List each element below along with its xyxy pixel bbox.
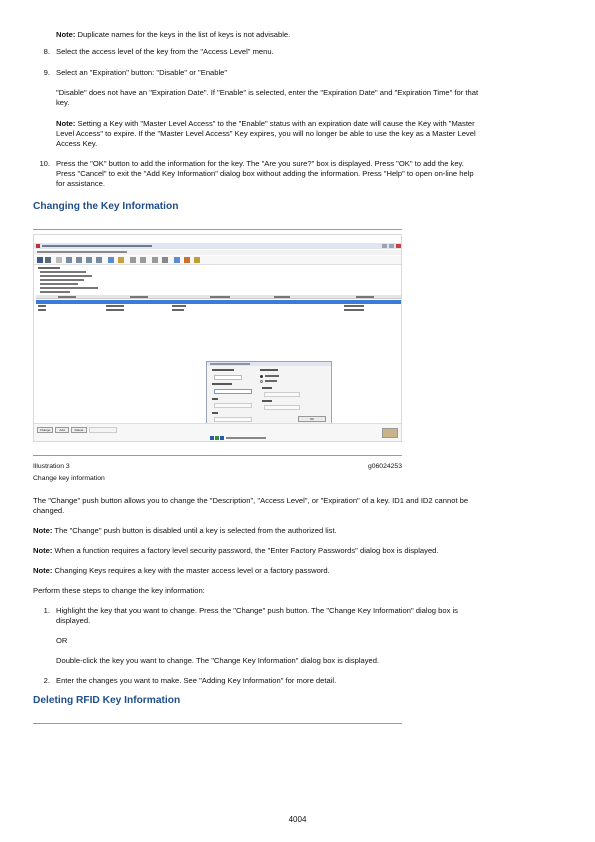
radio-label [265, 380, 277, 382]
enable-radio[interactable] [260, 380, 263, 383]
paragraph-line: Access Key. [56, 139, 98, 148]
toolbar-icon [194, 257, 200, 263]
info-line [40, 271, 86, 273]
maximize-icon [389, 244, 394, 248]
illustration-screenshot [33, 234, 402, 442]
paragraph: Perform these steps to change the key information: [33, 586, 205, 595]
column-header [58, 296, 76, 298]
illustration-code: g06024253 [367, 463, 402, 470]
info-line [40, 283, 78, 285]
status-text [226, 437, 266, 439]
paragraph-line: key. [56, 98, 70, 107]
step-text: displayed. [56, 616, 91, 625]
field-label [260, 369, 278, 371]
cell [172, 309, 184, 311]
toolbar-icon [118, 257, 124, 263]
note-master-level: Note: Setting a Key with "Master Level Access" to the "Enable" status with an expiration date will cause the Key with "Master [56, 119, 475, 128]
id2-field[interactable] [214, 417, 252, 422]
table-row-selected[interactable] [36, 300, 401, 304]
field-label [262, 400, 272, 402]
status-icon [220, 436, 224, 440]
disable-radio[interactable] [260, 375, 263, 378]
status-icon [210, 436, 214, 440]
cell [172, 305, 186, 307]
note-duplicate-names: Note: Duplicate names for the keys in the list of keys is not advisable. [56, 30, 291, 39]
minimize-icon [382, 244, 387, 248]
field-label [212, 412, 218, 414]
logo-icon [382, 428, 398, 438]
view-factory-button[interactable] [89, 427, 117, 433]
step-number: 1. [43, 606, 50, 615]
or-text: OR [56, 636, 68, 645]
column-header [130, 296, 148, 298]
id1-field[interactable] [214, 403, 252, 408]
column-header [274, 296, 290, 298]
column-header [210, 296, 230, 298]
toolbar-icon [76, 257, 82, 263]
delete-button[interactable]: Delete [71, 427, 87, 433]
cell [38, 309, 46, 311]
toolbar-icon [56, 257, 62, 263]
note-master-access: Note: Changing Keys requires a key with the master access level or a factory password. [33, 566, 330, 575]
illustration-label: Illustration 3 [33, 463, 70, 470]
close-icon [396, 244, 401, 248]
window-title-text [42, 245, 152, 247]
divider [33, 229, 402, 230]
status-icon [215, 436, 219, 440]
dialog-title-text [210, 363, 250, 365]
step-text: Enter the changes you want to make. See "Adding Key Information" for more detail. [56, 676, 337, 685]
change-button[interactable]: Change [37, 427, 53, 433]
cell [38, 305, 46, 307]
toolbar-icon [37, 257, 43, 263]
ok-button[interactable]: OK [298, 416, 326, 422]
cell [344, 309, 364, 311]
field-label [262, 387, 272, 389]
note-factory-password: Note: When a function requires a factory level security password, the "Enter Factory Passwords" dialog box is displayed. [33, 546, 439, 555]
step-text: Double-click the key you want to change. The "Change Key Information" dialog box is displayed. [56, 656, 380, 665]
toolbar-icon [96, 257, 102, 263]
toolbar-icon [45, 257, 51, 263]
info-line [38, 267, 60, 269]
toolbar-icon [66, 257, 72, 263]
toolbar-icon [140, 257, 146, 263]
section-heading: Changing the Key Information [33, 201, 179, 212]
field-label [212, 369, 234, 371]
step-text: Select the access level of the key from the "Access Level" menu. [56, 47, 274, 56]
info-line [40, 279, 84, 281]
expiration-time-field[interactable] [264, 405, 300, 410]
cell [106, 305, 124, 307]
cell [106, 309, 124, 311]
step-text: Highlight the key that you want to change. Press the "Change" push button. The "Change Key Information" dialog box is [56, 606, 458, 615]
paragraph-line: Level Access" to expire. If the "Master Level Access" Key expires, you will no longer be able to use the key as a Master Level [56, 129, 476, 138]
divider [33, 455, 402, 456]
expiration-date-field[interactable] [264, 392, 300, 397]
note-change-disabled: Note: The "Change" push button is disabled until a key is selected from the authorized list. [33, 526, 337, 535]
security-type-select[interactable] [214, 375, 242, 380]
step-number: 8. [43, 47, 50, 56]
access-level-select[interactable] [214, 389, 252, 394]
toolbar-icon [108, 257, 114, 263]
step-number: 10. [39, 159, 50, 168]
cell [344, 305, 364, 307]
add-button[interactable]: Add [55, 427, 69, 433]
divider [33, 723, 402, 724]
toolbar-icon [130, 257, 136, 263]
step-text: for assistance. [56, 179, 105, 188]
section-heading: Deleting RFID Key Information [33, 695, 181, 706]
info-line [40, 287, 98, 289]
menu-items [37, 251, 127, 253]
toolbar-icon [174, 257, 180, 263]
field-label [212, 383, 232, 385]
info-line [40, 291, 70, 293]
illustration-caption: Change key information [33, 475, 105, 482]
paragraph-line: The "Change" push button allows you to change the "Description", "Access Level", or "Expiration" of a key. ID1 and ID2 cannot be [33, 496, 469, 505]
paragraph-line: changed. [33, 506, 65, 515]
app-icon [36, 244, 40, 248]
step-text: Press "Cancel" to exit the "Add Key Information" dialog box without adding the information. Press "Help" to open on-line help [56, 169, 474, 178]
step-text: Press the "OK" button to add the information for the key. The "Are you sure?" box is displayed. Press "OK" to add the key. [56, 159, 464, 168]
toolbar-icon [162, 257, 168, 263]
toolbar-icon [184, 257, 190, 263]
field-label [212, 398, 218, 400]
info-line [40, 275, 92, 277]
toolbar-icon [86, 257, 92, 263]
step-text: Select an "Expiration" button: "Disable" or "Enable" [56, 68, 228, 77]
radio-label [265, 375, 279, 377]
step-number: 2. [43, 676, 50, 685]
paragraph-line: "Disable" does not have an "Expiration Date". If "Enable" is selected, enter the "Expiration Date" and "Expiration Time" for that [56, 88, 479, 97]
page-number: 4004 [288, 815, 307, 824]
toolbar-icon [152, 257, 158, 263]
step-number: 9. [43, 68, 50, 77]
column-header [356, 296, 374, 298]
